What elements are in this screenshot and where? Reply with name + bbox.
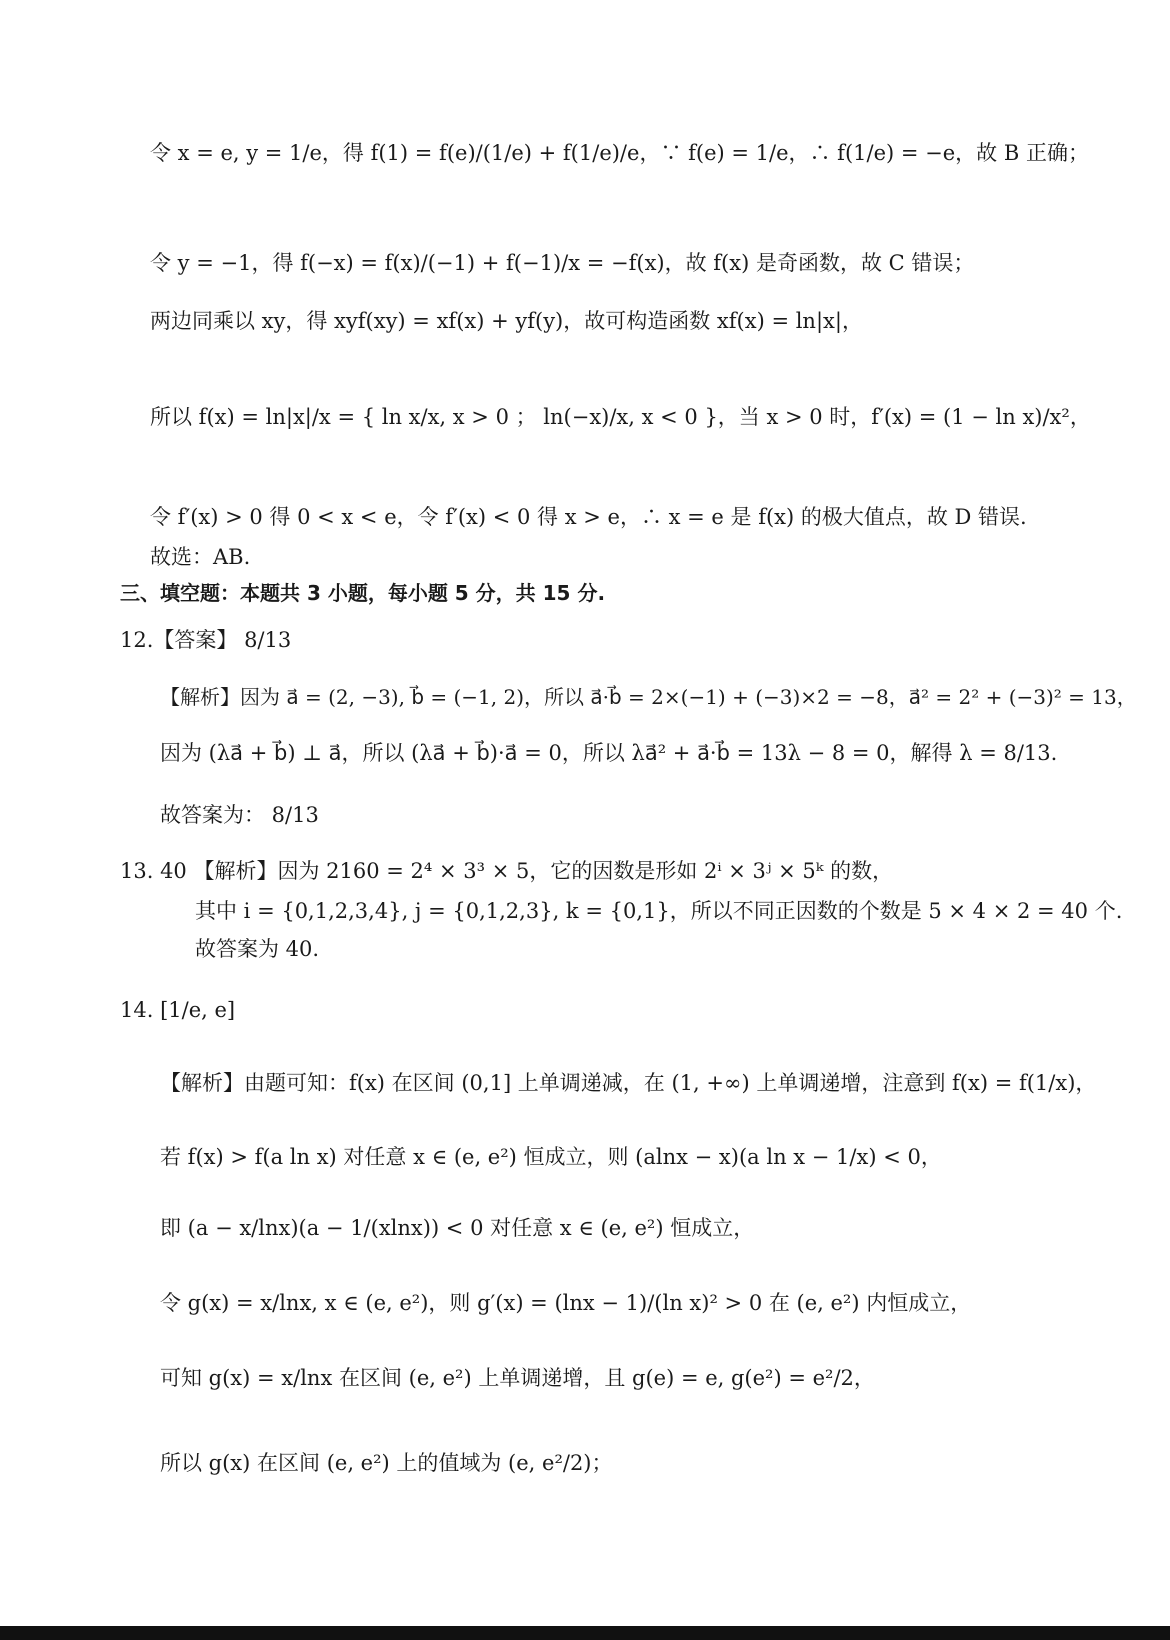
- q12-answer: 12.【答案】 8/13: [120, 628, 292, 652]
- q12-analysis-2: 因为 (λa⃗ + b⃗) ⊥ a⃗，所以 (λa⃗ + b⃗)·a⃗ = 0，所以 λa⃗² + a⃗·b⃗ = 13λ − 8 = 0，解得 λ = 8/13.: [160, 741, 1058, 765]
- line-b-statement: 令 x = e, y = 1/e，得 f(1) = f(e)/(1/e) + f(1/e)/e，∵ f(e) = 1/e，∴ f(1/e) = −e，故 B 正确；: [150, 141, 1089, 165]
- line-piecewise: 所以 f(x) = ln|x|/x = { ln x/x, x > 0 ； ln(−x)/x, x < 0 }，当 x > 0 时，f′(x) = (1 − ln x)/x²，: [150, 405, 1091, 429]
- line-choose: 故选：AB.: [150, 545, 251, 569]
- q12-analysis-1: 【解析】因为 a⃗ = (2, −3), b⃗ = (−1, 2)，所以 a⃗·b⃗ = 2×(−1) + (−3)×2 = −8，a⃗² = 2² + (−3)² = 13，: [160, 685, 1137, 709]
- bottom-rule: [0, 1626, 1170, 1640]
- q14-analysis-1: 【解析】由题可知：f(x) 在区间 (0,1] 上单调递减，在 (1, +∞) 上单调递增，注意到 f(x) = f(1/x)，: [160, 1071, 1097, 1095]
- line-construct: 两边同乘以 xy，得 xyf(xy) = xf(x) + yf(y)，故可构造函数 xf(x) = ln|x|，: [150, 309, 863, 333]
- q12-final: 故答案为： 8/13: [160, 803, 319, 827]
- q13-line-1: 13. 40 【解析】因为 2160 = 2⁴ × 3³ × 5，它的因数是形如 2ⁱ × 3ʲ × 5ᵏ 的数，: [120, 859, 894, 883]
- q14-answer: 14. [1/e, e]: [120, 998, 236, 1022]
- line-d-statement: 令 f′(x) > 0 得 0 < x < e，令 f′(x) < 0 得 x > e，∴ x = e 是 f(x) 的极大值点，故 D 错误.: [150, 505, 1027, 529]
- line-c-statement: 令 y = −1，得 f(−x) = f(x)/(−1) + f(−1)/x = −f(x)，故 f(x) 是奇函数，故 C 错误；: [150, 251, 975, 275]
- q14-analysis-2: 若 f(x) > f(a ln x) 对任意 x ∈ (e, e²) 恒成立，则 (alnx − x)(a ln x − 1/x) < 0，: [160, 1145, 942, 1169]
- section-heading: 三、填空题：本题共 3 小题，每小题 5 分，共 15 分.: [120, 581, 606, 605]
- q14-analysis-3: 即 (a − x/lnx)(a − 1/(xlnx)) < 0 对任意 x ∈ (e, e²) 恒成立，: [160, 1216, 755, 1240]
- q13-final: 故答案为 40.: [195, 937, 320, 961]
- q14-analysis-5: 可知 g(x) = x/lnx 在区间 (e, e²) 上单调递增，且 g(e) = e, g(e²) = e²/2，: [160, 1366, 875, 1390]
- q14-analysis-6: 所以 g(x) 在区间 (e, e²) 上的值域为 (e, e²/2)；: [160, 1451, 613, 1475]
- q13-line-2: 其中 i = {0,1,2,3,4}, j = {0,1,2,3}, k = {0,1}，所以不同正因数的个数是 5 × 4 × 2 = 40 个.: [195, 899, 1123, 923]
- q14-analysis-4: 令 g(x) = x/lnx, x ∈ (e, e²)，则 g′(x) = (lnx − 1)/(ln x)² > 0 在 (e, e²) 内恒成立，: [160, 1291, 972, 1315]
